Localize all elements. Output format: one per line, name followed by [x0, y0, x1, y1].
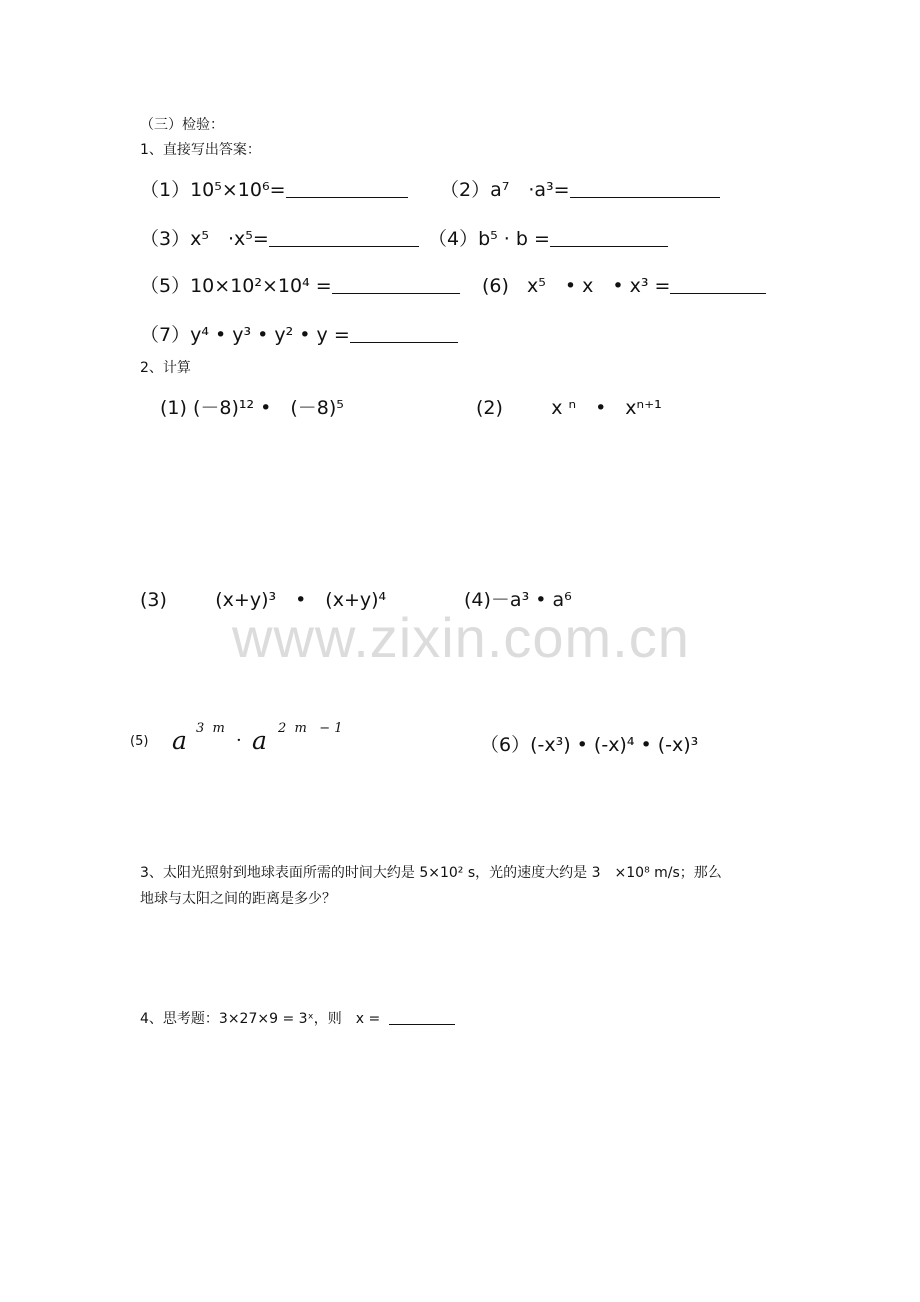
q2-item-3-expr: (x+y)³ • (x+y)⁴ [215, 589, 387, 611]
q1-item-7-label: （7） [140, 324, 191, 346]
q1-item-3-label: （3） [140, 228, 191, 250]
answer-blank[interactable] [670, 273, 766, 294]
answer-blank[interactable] [570, 177, 720, 198]
q2-item-1-expr: (－8)¹² • (－8)⁵ [192, 397, 344, 419]
q2-item-3-label: (3) [140, 589, 167, 611]
q1-item-3 [140, 224, 419, 251]
q1-item-5 [140, 271, 460, 298]
q2-item-6-label: （6） [480, 734, 531, 756]
answer-blank[interactable] [286, 177, 408, 198]
q1-item-5-label: （5） [140, 275, 191, 297]
answer-blank[interactable] [269, 226, 419, 247]
answer-blank[interactable] [550, 226, 668, 247]
q4 [140, 1008, 455, 1028]
q4-text: 4、思考题：3×27×9 = 3ˣ，则 x = [140, 1011, 381, 1027]
answer-blank[interactable] [332, 273, 460, 294]
base-a: a [172, 726, 187, 755]
q1-title: 1、直接写出答案： [140, 142, 261, 158]
q1-item-7-expr: y⁴ • y³ • y² • y = [190, 324, 350, 346]
q1-item-5-expr: 10×10²×10⁴ = [190, 275, 332, 297]
q1-item-6-expr: x⁵ • x • x³ = [527, 275, 671, 297]
q1-item-1-expr: 10⁵×10⁶= [190, 179, 286, 201]
q2-item-5-label: (5) [130, 734, 149, 749]
q2-item-5-expr [172, 718, 362, 758]
answer-blank[interactable] [350, 322, 458, 343]
q2-item-4-expr: －a³ • a⁶ [490, 589, 572, 611]
exponent-3m: 3 m [196, 721, 225, 736]
q1-item-6 [482, 271, 766, 298]
q1-item-2-label: （2） [440, 179, 491, 201]
q2-item-6-expr: (-x³) • (-x)⁴ • (-x)³ [530, 734, 699, 756]
q1-item-4-expr: b⁵ · b = [478, 228, 550, 250]
q2-item-2-label: (2) [476, 397, 503, 419]
section-heading: （三）检验： [140, 117, 224, 133]
q2-title: 2、计算 [140, 360, 191, 376]
q2-item-4-label: (4) [464, 589, 491, 611]
q1-item-1-label: （1） [140, 179, 191, 201]
exponent-2m-1: 2 m − 1 [278, 721, 343, 736]
q2-item-6 [480, 730, 698, 757]
watermark: www.zixin.com.cn [232, 606, 690, 669]
dot-operator: · [236, 730, 242, 751]
q1-item-4-label: （4） [428, 228, 479, 250]
q3-line-1: 3、太阳光照射到地球表面所需的时间大约是 5×10² s，光的速度大约是 3 ×10⁸ m/s；那么 [140, 865, 722, 881]
q2-item-1-label: (1) [160, 397, 187, 419]
q1-item-2 [440, 175, 720, 202]
q1-item-4 [428, 224, 668, 251]
base-a: a [252, 726, 267, 755]
answer-blank[interactable] [389, 1009, 455, 1025]
q1-item-7 [140, 320, 458, 347]
q2-item-1 [160, 393, 344, 420]
q1-item-1 [140, 175, 408, 202]
q3-line-2: 地球与太阳之间的距离是多少？ [140, 891, 336, 907]
q1-item-2-expr: a⁷ ·a³= [490, 179, 570, 201]
q2-item-2 [476, 393, 662, 420]
q1-item-3-expr: x⁵ ·x⁵= [190, 228, 269, 250]
q1-item-6-label: (6) [482, 275, 509, 297]
q2-item-2-expr: x ⁿ • xⁿ⁺¹ [551, 397, 662, 419]
